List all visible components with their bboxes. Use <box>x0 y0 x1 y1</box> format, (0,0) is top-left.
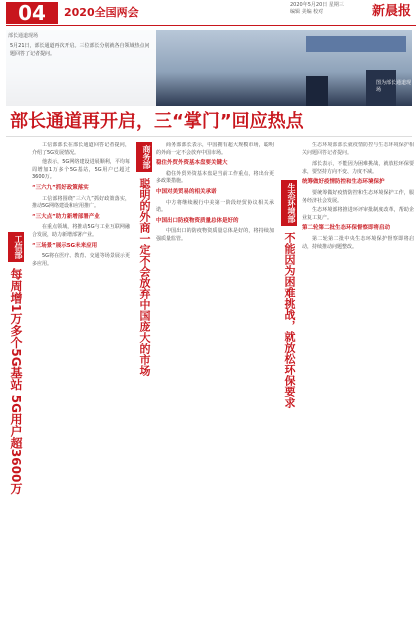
page-number: 04 <box>6 2 58 24</box>
left-paragraph: 5G将在医疗、教育、交通等场景展示更多应用。 <box>32 253 130 267</box>
header-rule <box>6 25 416 26</box>
left-tag: 工信部 <box>8 232 24 262</box>
right-subhead: 第二轮第二批生态环保督察即将启动 <box>302 225 391 232</box>
headline-rule <box>6 136 412 137</box>
middle-vertical-title: 聪明的外商一定不会放弃中国庞大的市场 <box>138 178 151 376</box>
middle-paragraph: 稳住外贸外资基本盘是当前工作重点，将出台更多政策措施。 <box>156 170 274 185</box>
middle-paragraph: 中国出口的防疫物资质量总体是好的，将持续加强质量监管。 <box>156 228 274 242</box>
left-paragraph: 他表示，5G网络建设进展顺利，平均每周增加1万多个5G基站，5G用户已超过3600万。 <box>32 159 130 181</box>
photo-lead: 5月21日，部长通道再次开启。三位部长分别就各自领域热点问题回答了记者提问。 <box>10 43 150 57</box>
left-subhead: “三六九”抓好政策落实 <box>32 184 89 191</box>
right-paragraph: 要统筹做好疫情防控和生态环境保护工作，服务经济社会发展。 <box>302 189 414 204</box>
left-paragraph: 在重点领域，将推动5G与工业互联网融合发展，助力新增部署产业。 <box>32 224 130 238</box>
meta-editors: 编辑 美编 校对 <box>290 9 324 15</box>
photo-lead-box <box>6 30 156 106</box>
left-subhead: “三场景”展示5G未来应用 <box>32 242 98 249</box>
right-paragraph: 第二轮第二批中央生态环境保护督察即将启动，持续推动问题整改。 <box>302 235 414 250</box>
meta-date: 2020年5月20日 星期三 <box>290 2 344 8</box>
right-paragraph: 生态环境部将推进环评审批制度改革，帮助企业复工复产。 <box>302 207 414 221</box>
masthead-logo: 新晨报 <box>372 4 412 19</box>
top-photo <box>6 30 412 106</box>
page-header <box>0 0 420 26</box>
left-article <box>32 142 130 636</box>
section-title: 2020全国两会 <box>64 6 139 19</box>
right-vertical-title: 不能因为困难挑战，就放松环保要求 <box>283 232 296 408</box>
photo-podium <box>306 76 328 106</box>
left-vertical-title: 每周增1万多个5G基站 5G用户超3600万 <box>9 268 23 495</box>
photo-tag: 部长通道现场 <box>8 33 39 39</box>
left-paragraph: 工信部将围绕“三六九”抓好政策落实，推动5G网络建设和应用推广。 <box>32 195 130 210</box>
middle-paragraph: 中方将继续履行中美第一阶段经贸协议相关承诺。 <box>156 199 274 214</box>
right-sidebar <box>278 180 300 408</box>
right-paragraph: 部长表示，不能因为困难挑战，就放松环保要求，要坚持方向不变、力度不减。 <box>302 161 414 175</box>
middle-subhead: 中国出口防疫物资质量总体是好的 <box>156 217 239 224</box>
right-tag: 生态环境部 <box>281 180 297 226</box>
middle-subhead: 中国对美贸易的相关承诺 <box>156 188 217 195</box>
middle-sidebar <box>134 142 154 376</box>
middle-paragraph: 商务部部长表示，中国拥有超大规模市场，聪明的外商一定不会放弃中国市场。 <box>156 142 274 156</box>
left-subhead: “三大点”助力新增部署产业 <box>32 213 100 220</box>
photo-caption: 图为部长通道现场 <box>376 80 412 93</box>
middle-subhead: 稳住外贸外资基本盘要关键大 <box>156 160 228 167</box>
photo-banner <box>306 36 406 52</box>
right-subhead: 统筹做好疫情防控和生态环境保护 <box>302 179 385 186</box>
middle-article <box>156 142 274 636</box>
left-paragraph: 工信部部长在部长通道回答记者提问，介绍了5G发展情况。 <box>32 142 130 156</box>
middle-tag: 商务部 <box>136 142 152 172</box>
right-intro: 生态环境部部长就疫情防控与生态环境保护相关问题回答记者提问。 <box>302 142 414 156</box>
main-headline: 部长通道再开启，三“掌门”回应热点 <box>10 111 304 132</box>
right-article <box>302 142 414 636</box>
left-sidebar <box>4 232 28 494</box>
